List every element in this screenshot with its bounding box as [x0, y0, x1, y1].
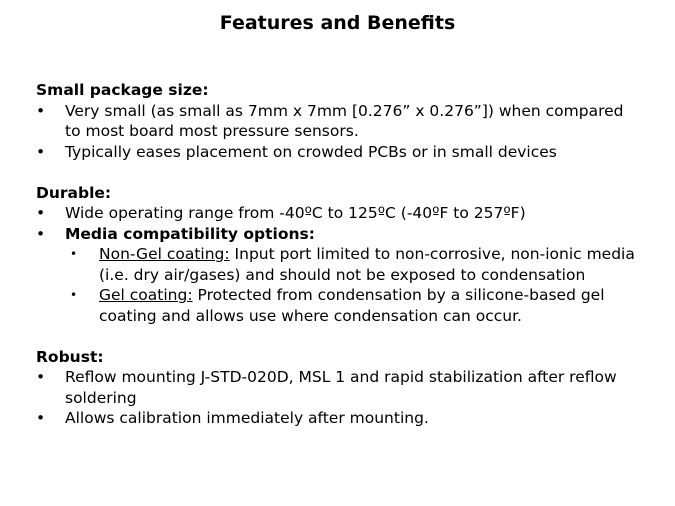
list-item-text: Very small (as small as 7mm x 7mm [0.276” x 0.276”]) when compared to most board most pressure sensors. [65, 101, 624, 140]
list-item-text: Allows calibration immediately after mounting. [65, 409, 429, 427]
bullet-icon: • [36, 224, 46, 243]
durable-list [36, 203, 641, 326]
list-item-text: Reflow mounting J-STD-020D, MSL 1 and rapid stabilization after reflow soldering [65, 368, 617, 407]
gel-coating-label: Gel coating: [99, 286, 193, 304]
spacer [36, 162, 641, 183]
section-heading-durable: Durable: [36, 183, 112, 202]
non-gel-coating-text: Input port limited to non-corrosive, non-ionic media (i.e. dry air/gases) and should not be exposed to condensation [99, 245, 635, 284]
bullet-icon: • [36, 101, 46, 120]
robust-list [36, 367, 641, 429]
spacer [36, 326, 641, 347]
list-item [36, 224, 641, 327]
bullet-icon: • [36, 368, 46, 386]
bullet-icon: • [36, 142, 46, 161]
media-compatibility-list [65, 244, 641, 326]
list-item-text: Typically eases placement on crowded PCBs or in small devices [65, 142, 557, 161]
list-item [36, 142, 641, 163]
bullet-icon: • [36, 409, 46, 427]
bullet-icon: • [70, 247, 78, 261]
slide-content [36, 80, 641, 429]
list-item [36, 101, 641, 142]
media-compatibility-heading: Media compatibility options: [65, 224, 315, 243]
slide-title: Features and Benefits [219, 12, 456, 34]
bullet-icon: • [70, 288, 78, 302]
gel-coating-text: Protected from condensation by a silicone-based gel coating and allows use where condensation can occur. [99, 286, 605, 325]
package-size-list [36, 101, 641, 163]
sub-list-item [65, 244, 641, 285]
section-heading-package-size: Small package size: [36, 81, 209, 99]
list-item [36, 367, 641, 408]
sub-list-item [65, 285, 641, 326]
non-gel-coating-label: Non-Gel coating: [99, 245, 230, 263]
list-item [36, 408, 641, 429]
bullet-icon: • [36, 204, 46, 222]
list-item [36, 203, 641, 224]
section-heading-robust: Robust: [36, 347, 104, 366]
list-item-text: Wide operating range from -40ºC to 125ºC (-40ºF to 257ºF) [65, 204, 526, 222]
